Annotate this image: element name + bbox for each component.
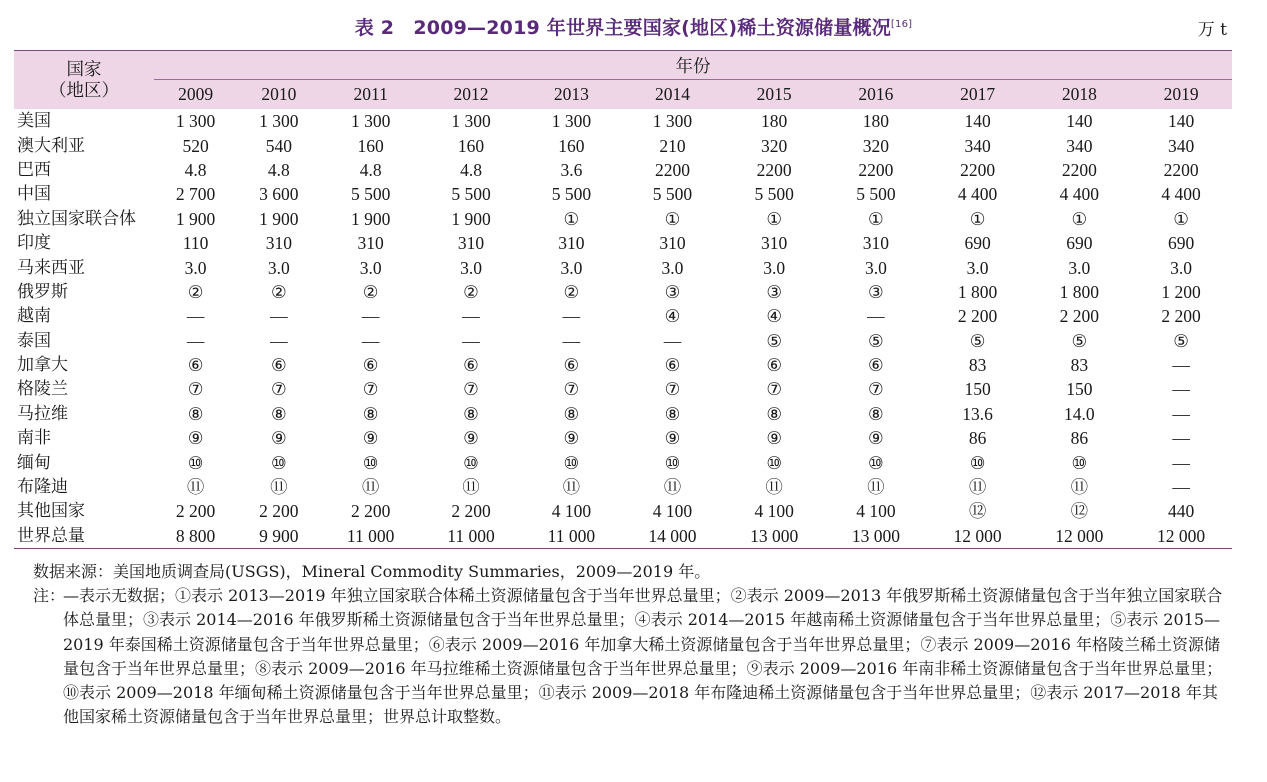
table-cell: 310 bbox=[558, 233, 585, 254]
table-cell: 1 300 bbox=[551, 111, 592, 132]
table-cell: ⑩ bbox=[664, 452, 681, 473]
table-cell: 2200 bbox=[756, 159, 792, 180]
table-cell: 1 200 bbox=[1161, 281, 1201, 302]
year-header-2019: 2019 bbox=[1130, 80, 1232, 110]
country-header bbox=[14, 51, 154, 110]
table-cell: ⑥ bbox=[271, 355, 287, 376]
table-cell: 3.0 bbox=[864, 257, 887, 278]
table-row bbox=[14, 231, 1232, 255]
table-cell: ⑩ bbox=[362, 452, 379, 473]
row-country-name: 俄罗斯 bbox=[17, 281, 68, 302]
table-cell: ⑥ bbox=[664, 355, 681, 376]
table-row bbox=[14, 402, 1232, 426]
table-cell: 1 800 bbox=[1059, 281, 1100, 302]
table-cell: 11 000 bbox=[521, 524, 621, 549]
year-header-2017: 2017 bbox=[927, 80, 1029, 110]
table-cell: ⑩ bbox=[1071, 452, 1088, 473]
table-cell: ⑫ bbox=[1070, 501, 1089, 522]
table-cell: 160 bbox=[457, 135, 485, 156]
table-cell: 3.0 bbox=[560, 257, 583, 278]
table-cell: 310 bbox=[265, 233, 292, 254]
table-cell: 4 400 bbox=[1161, 184, 1201, 205]
row-country-name: 澳大利亚 bbox=[17, 135, 85, 156]
table-cell: 11 000 bbox=[421, 524, 521, 549]
table-cell: 4 100 bbox=[856, 501, 896, 522]
table-cell: 3.6 bbox=[560, 159, 583, 180]
table-cell: ⑨ bbox=[563, 428, 580, 449]
table-row bbox=[14, 475, 1232, 499]
table-cell: 690 bbox=[964, 233, 991, 254]
table-cell: 86 bbox=[1070, 428, 1089, 449]
row-country-name: 格陵兰 bbox=[17, 379, 68, 400]
year-header-2016: 2016 bbox=[825, 80, 927, 110]
table-cell: 3.0 bbox=[460, 257, 482, 278]
table-cell: — bbox=[270, 330, 288, 351]
table-cell: — bbox=[462, 306, 480, 327]
table-cell: ⑦ bbox=[362, 379, 379, 400]
table-cell: 9 900 bbox=[237, 524, 320, 549]
table-cell: 2 200 bbox=[1059, 306, 1100, 327]
table-cell: 150 bbox=[964, 379, 991, 400]
table-cell: ⑫ bbox=[968, 501, 987, 522]
table-cell: ⑨ bbox=[271, 428, 287, 449]
table-cell: 310 bbox=[862, 233, 890, 254]
table-cell: 1 900 bbox=[259, 208, 299, 229]
table-cell: ⑥ bbox=[463, 355, 479, 376]
table-row bbox=[14, 499, 1232, 523]
table-cell: ⑥ bbox=[187, 355, 204, 376]
table-cell: — bbox=[562, 330, 581, 351]
table-cell: 690 bbox=[1066, 233, 1093, 254]
table-cell: 1 300 bbox=[451, 111, 491, 132]
table-cell: 2 700 bbox=[175, 184, 216, 205]
unit-label: 万 t bbox=[1197, 20, 1227, 40]
table-cell: 3.0 bbox=[359, 257, 382, 278]
table-cell: 2200 bbox=[960, 159, 996, 180]
table-cell: ⑪ bbox=[968, 477, 987, 498]
table-cell: ⑥ bbox=[766, 355, 783, 376]
table-cell: — bbox=[1172, 452, 1190, 473]
table-cell: ⑨ bbox=[664, 428, 681, 449]
row-country-name: 越南 bbox=[17, 306, 51, 327]
table-cell: 1 300 bbox=[652, 111, 693, 132]
table-cell: 180 bbox=[862, 111, 890, 132]
notes-block bbox=[33, 584, 1233, 730]
table-cell: 2200 bbox=[654, 159, 690, 180]
table-cell: ③ bbox=[766, 281, 783, 302]
table-row bbox=[14, 329, 1232, 353]
table-cell: — bbox=[270, 306, 288, 327]
table-cell: 2 200 bbox=[175, 501, 216, 522]
table-cell: 12 000 bbox=[1130, 524, 1232, 549]
table-cell: ⑦ bbox=[463, 379, 479, 400]
table-cell: ② bbox=[362, 281, 379, 302]
table-cell: ⑧ bbox=[362, 403, 379, 424]
table-cell: 3.0 bbox=[763, 257, 786, 278]
table-cell: 5 500 bbox=[551, 184, 592, 205]
table-cell: ⑤ bbox=[868, 330, 884, 351]
table-row bbox=[14, 255, 1232, 279]
table-cell: ② bbox=[271, 281, 287, 302]
table-cell: ④ bbox=[664, 306, 681, 327]
table-cell: ⑧ bbox=[271, 403, 287, 424]
table-cell: ⑧ bbox=[766, 403, 783, 424]
table-cell: 1 900 bbox=[451, 208, 491, 229]
table-cell: ⑩ bbox=[563, 452, 580, 473]
table-caption bbox=[0, 13, 1267, 40]
row-country-name: 美国 bbox=[17, 111, 51, 132]
table-cell: 4.8 bbox=[267, 159, 290, 180]
table-cell: 2200 bbox=[1163, 159, 1199, 180]
table-cell: 320 bbox=[761, 135, 788, 156]
table-cell: 3.0 bbox=[661, 257, 684, 278]
table-cell: ① bbox=[868, 208, 884, 229]
table-cell: 140 bbox=[964, 111, 991, 132]
table-cell: 310 bbox=[761, 233, 788, 254]
table-cell: ⑪ bbox=[462, 477, 480, 498]
table-cell: ⑦ bbox=[766, 379, 783, 400]
table-cell: ⑧ bbox=[187, 403, 204, 424]
table-cell: ⑥ bbox=[563, 355, 580, 376]
table-cell: 4.8 bbox=[184, 159, 207, 180]
year-header-2012: 2012 bbox=[421, 80, 521, 110]
table-cell: 5 500 bbox=[754, 184, 794, 205]
table-cell: 110 bbox=[182, 233, 209, 254]
table-cell: 4 400 bbox=[957, 184, 998, 205]
data-source: 数据来源：美国地质调查局(USGS)，Mineral Commodity Summaries，2009—2019 年。 bbox=[33, 562, 711, 581]
table-cell: — bbox=[462, 330, 480, 351]
table-cell: — bbox=[562, 306, 581, 327]
table-cell: ⑦ bbox=[664, 379, 681, 400]
table-cell: ⑤ bbox=[766, 330, 783, 351]
table-cell: ① bbox=[766, 208, 783, 229]
country-header-line2: （地区） bbox=[49, 80, 119, 100]
table-cell: ⑩ bbox=[463, 452, 479, 473]
table-cell: 14 000 bbox=[622, 524, 724, 549]
year-header-2014: 2014 bbox=[622, 80, 724, 110]
table-cell: 5 500 bbox=[350, 184, 391, 205]
table-cell: ⑤ bbox=[969, 330, 986, 351]
table-cell: ⑦ bbox=[563, 379, 580, 400]
table-cell: ④ bbox=[766, 306, 783, 327]
table-cell: ③ bbox=[664, 281, 681, 302]
table-cell: ① bbox=[1071, 208, 1088, 229]
row-country-name: 其他国家 bbox=[17, 501, 85, 522]
table-cell: 2 200 bbox=[350, 501, 391, 522]
table-cell: 2200 bbox=[858, 159, 894, 180]
table-cell: 5 500 bbox=[652, 184, 693, 205]
table-cell: ⑨ bbox=[766, 428, 783, 449]
table-cell: — bbox=[361, 306, 380, 327]
table-cell: ⑧ bbox=[463, 403, 479, 424]
table-cell: ① bbox=[563, 208, 580, 229]
table-cell: 3.0 bbox=[184, 257, 207, 278]
table-cell: ⑤ bbox=[1173, 330, 1189, 351]
table-row bbox=[14, 158, 1232, 182]
table-cell: 320 bbox=[862, 135, 890, 156]
table-cell: ⑥ bbox=[362, 355, 379, 376]
table-row bbox=[14, 182, 1232, 206]
table-cell: — bbox=[663, 330, 682, 351]
table-cell: ⑪ bbox=[186, 477, 205, 498]
row-country-name: 马来西亚 bbox=[17, 257, 85, 278]
table-cell: ⑪ bbox=[562, 477, 581, 498]
table-cell: 4 100 bbox=[754, 501, 794, 522]
country-header-line1: 国家 bbox=[66, 59, 102, 79]
table-cell: 11 000 bbox=[320, 524, 420, 549]
table-cell: 140 bbox=[1066, 111, 1093, 132]
row-country-name: 布隆迪 bbox=[17, 477, 68, 498]
table-cell: — bbox=[1172, 379, 1190, 400]
table-cell: 340 bbox=[1167, 135, 1195, 156]
table-cell: ⑨ bbox=[362, 428, 379, 449]
table-row bbox=[14, 280, 1232, 304]
table-cell: ⑦ bbox=[271, 379, 287, 400]
table-row bbox=[14, 109, 1232, 133]
table-cell: 2 200 bbox=[451, 501, 491, 522]
table-cell: 13 000 bbox=[825, 524, 927, 549]
table-cell: 520 bbox=[182, 135, 209, 156]
table-row bbox=[14, 133, 1232, 157]
table-cell: ⑪ bbox=[361, 477, 380, 498]
row-country-name: 世界总量 bbox=[14, 524, 154, 549]
table-cell: ⑧ bbox=[664, 403, 681, 424]
table-cell: 160 bbox=[357, 135, 384, 156]
year-header-2010: 2010 bbox=[237, 80, 320, 110]
table-cell: ⑪ bbox=[270, 477, 288, 498]
reserves-table bbox=[14, 50, 1232, 549]
table-cell: ② bbox=[463, 281, 479, 302]
table-cell: 3.0 bbox=[1170, 257, 1193, 278]
row-country-name: 缅甸 bbox=[17, 452, 51, 473]
row-country-name: 泰国 bbox=[17, 330, 51, 351]
table-cell: 310 bbox=[659, 233, 686, 254]
table-cell: 4 100 bbox=[652, 501, 693, 522]
notes-text: —表示无数据；①表示 2013—2019 年独立国家联合体稀土资源储量包含于当年世界总量里；②表示 2009—2013 年俄罗斯稀土资源储量包含于当年独立国家联合体总量里；③表示 2014—2016 年俄罗斯稀土资源储量包含于当年世界总量里；④表示 2014—2015 年越南稀土资源储量包含于当年世界总量里；⑤表示 2015—2019 年泰国稀土资源储量包含于当年世界总量里；⑥表示 2009—2016 年加拿大稀土资源储量包含于当年世界总量里；⑦表示 2009—2016 年格陵兰稀土资源储量包含于当年世界总量里；⑧表示 2009—2016 年马拉维稀土资源储量包含于当年世界总量里；⑨表示 2009—2016 年南非稀土资源储量包含于当年世界总量里；⑩表示 2009—2018 年缅甸稀土资源储量包含于当年世界总量里；⑪表示 2009—2018 年布隆迪稀土资源储量包含于当年世界总量里；⑫表示 2017—2018 年其他国家稀土资源储量包含于当年世界总量里；世界总计取整数。 bbox=[63, 586, 1223, 727]
table-cell: — bbox=[1172, 428, 1190, 449]
table-cell: 210 bbox=[659, 135, 686, 156]
table-cell: 14.0 bbox=[1064, 403, 1095, 424]
reference-mark: [16] bbox=[890, 19, 913, 30]
table-cell: 2 200 bbox=[1161, 306, 1201, 327]
table-row bbox=[14, 353, 1232, 377]
table-cell: ⑥ bbox=[868, 355, 884, 376]
table-cell: — bbox=[867, 306, 885, 327]
table-cell: ② bbox=[187, 281, 204, 302]
table-cell: ① bbox=[969, 208, 986, 229]
table-cell: 3.0 bbox=[966, 257, 989, 278]
table-row bbox=[14, 524, 1232, 549]
table-cell: 440 bbox=[1167, 501, 1195, 522]
table-cell: 1 300 bbox=[175, 111, 216, 132]
table-cell: 86 bbox=[968, 428, 987, 449]
table-cell: ⑨ bbox=[187, 428, 204, 449]
table-cell: 150 bbox=[1066, 379, 1093, 400]
table-cell: 4 400 bbox=[1059, 184, 1100, 205]
row-country-name: 独立国家联合体 bbox=[17, 208, 136, 229]
table-cell: 1 300 bbox=[350, 111, 391, 132]
table-cell: 83 bbox=[1070, 355, 1089, 376]
table-row bbox=[14, 304, 1232, 328]
table-cell: ① bbox=[1173, 208, 1189, 229]
table-cell: 690 bbox=[1167, 233, 1195, 254]
table-cell: ① bbox=[664, 208, 681, 229]
year-header-2015: 2015 bbox=[723, 80, 825, 110]
year-header-row bbox=[14, 80, 1232, 110]
table-cell: ⑧ bbox=[868, 403, 884, 424]
table-cell: ⑩ bbox=[969, 452, 986, 473]
table-cell: 1 800 bbox=[957, 281, 998, 302]
row-country-name: 马拉维 bbox=[17, 403, 68, 424]
table-cell: ⑩ bbox=[766, 452, 783, 473]
table-row bbox=[14, 377, 1232, 401]
table-cell: 310 bbox=[457, 233, 485, 254]
row-country-name: 南非 bbox=[17, 428, 51, 449]
table-cell: ③ bbox=[868, 281, 884, 302]
row-country-name: 中国 bbox=[17, 184, 51, 205]
table-cell: 5 500 bbox=[451, 184, 491, 205]
table-cell: 310 bbox=[357, 233, 384, 254]
table-cell: 160 bbox=[558, 135, 585, 156]
table-cell: 340 bbox=[964, 135, 991, 156]
table-cell: ⑪ bbox=[663, 477, 682, 498]
table-cell: ⑩ bbox=[271, 452, 287, 473]
table-cell: — bbox=[1172, 403, 1190, 424]
table-cell: 1 900 bbox=[350, 208, 391, 229]
table-cell: 2 200 bbox=[957, 306, 998, 327]
table-cell: ⑩ bbox=[187, 452, 204, 473]
table-cell: 13 000 bbox=[723, 524, 825, 549]
notes-label: 注： bbox=[33, 586, 66, 605]
table-cell: 180 bbox=[761, 111, 788, 132]
table-cell: 3.0 bbox=[267, 257, 290, 278]
table-cell: ⑩ bbox=[868, 452, 884, 473]
row-country-name: 印度 bbox=[17, 233, 51, 254]
table-cell: 8 800 bbox=[154, 524, 237, 549]
table-row bbox=[14, 207, 1232, 231]
table-cell: 13.6 bbox=[962, 403, 993, 424]
table-body bbox=[14, 109, 1232, 549]
table-cell: — bbox=[186, 306, 205, 327]
table-cell: ⑧ bbox=[563, 403, 580, 424]
table-cell: 12 000 bbox=[1028, 524, 1130, 549]
table-row bbox=[14, 426, 1232, 450]
row-country-name: 加拿大 bbox=[17, 355, 68, 376]
year-header-2018: 2018 bbox=[1028, 80, 1130, 110]
table-cell: 2200 bbox=[1061, 159, 1097, 180]
table-cell: 4 100 bbox=[551, 501, 592, 522]
table-cell: ⑪ bbox=[867, 477, 885, 498]
table-cell: ⑦ bbox=[187, 379, 204, 400]
year-header-2009: 2009 bbox=[154, 80, 237, 110]
table-cell: 12 000 bbox=[927, 524, 1029, 549]
table-cell: — bbox=[186, 330, 205, 351]
table-cell: 1 300 bbox=[259, 111, 299, 132]
year-header-2011: 2011 bbox=[320, 80, 420, 110]
table-cell: 3.0 bbox=[1068, 257, 1091, 278]
table-title: 表 2 2009—2019 年世界主要国家(地区)稀土资源储量概况 bbox=[354, 17, 891, 39]
table-cell: ② bbox=[563, 281, 580, 302]
table-cell: 2 200 bbox=[259, 501, 299, 522]
table-cell: ⑨ bbox=[463, 428, 479, 449]
table-cell: 5 500 bbox=[856, 184, 896, 205]
table-cell: 83 bbox=[968, 355, 987, 376]
table-cell: — bbox=[1172, 355, 1190, 376]
table-cell: 1 900 bbox=[175, 208, 216, 229]
year-group-header: 年份 bbox=[154, 51, 1232, 80]
year-header-2013: 2013 bbox=[521, 80, 621, 110]
table-cell: 140 bbox=[1167, 111, 1195, 132]
table-cell: ⑪ bbox=[1070, 477, 1089, 498]
table-cell: 3 600 bbox=[259, 184, 299, 205]
table-cell: ⑨ bbox=[868, 428, 884, 449]
table-cell: ⑪ bbox=[765, 477, 783, 498]
table-cell: 4.8 bbox=[359, 159, 382, 180]
table-cell: — bbox=[361, 330, 380, 351]
table-cell: 4.8 bbox=[460, 159, 482, 180]
table-cell: 340 bbox=[1066, 135, 1093, 156]
table-cell: ⑦ bbox=[868, 379, 884, 400]
table-cell: 540 bbox=[265, 135, 292, 156]
table-row bbox=[14, 450, 1232, 474]
row-country-name: 巴西 bbox=[17, 159, 51, 180]
table-cell: — bbox=[1172, 477, 1190, 498]
table-cell: ⑤ bbox=[1071, 330, 1088, 351]
